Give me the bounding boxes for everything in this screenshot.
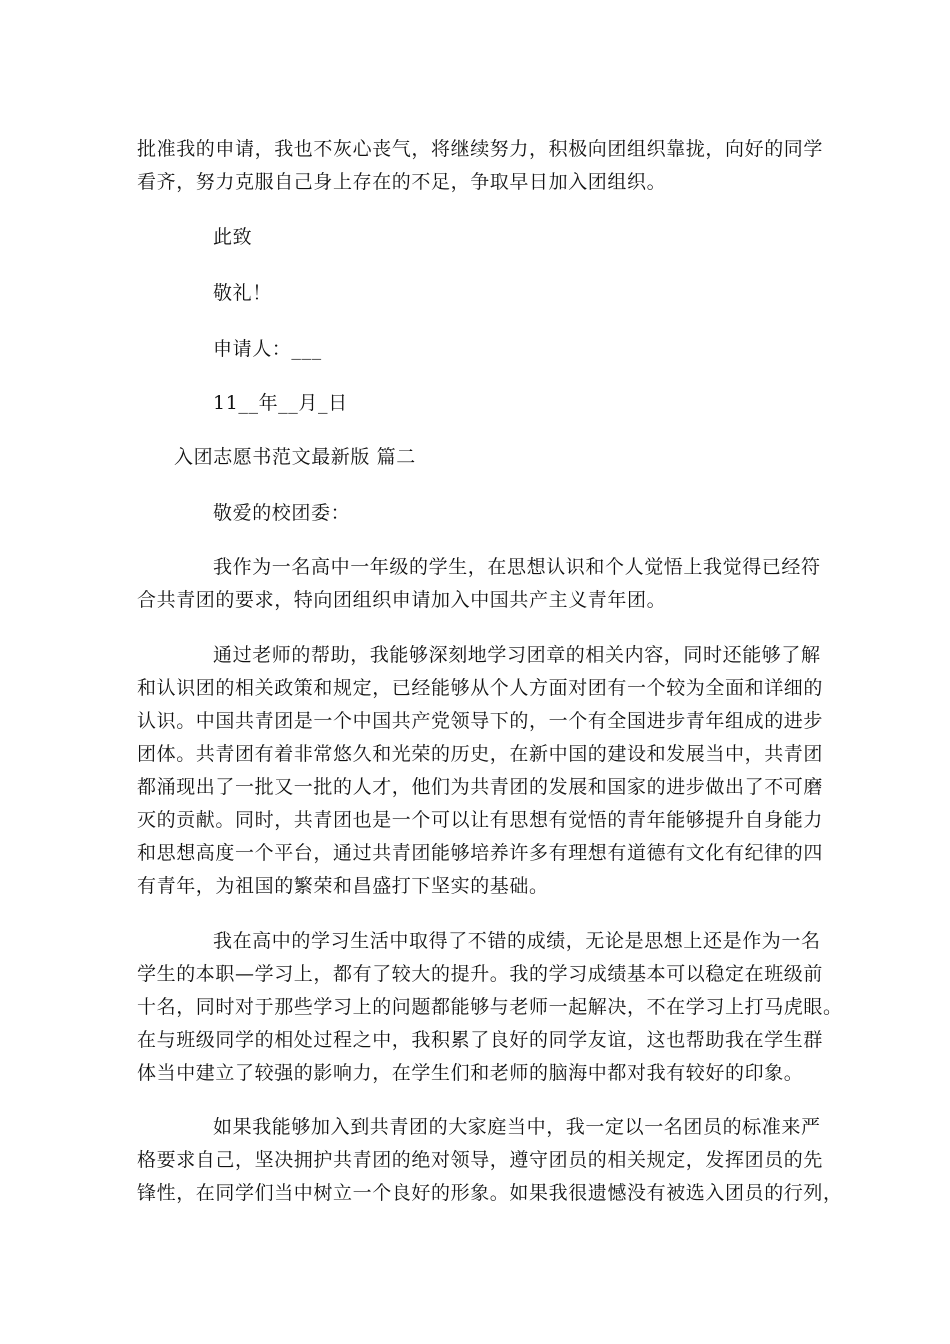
paragraph-line: 体当中建立了较强的影响力，在学生们和老师的脑海中都对我有较好的印象。 [137, 1062, 804, 1084]
paragraph-line: 合共青团的要求，特向团组织申请加入中国共产主义青年团。 [137, 589, 667, 611]
paragraph-line: 我在高中的学习生活中取得了不错的成绩，无论是思想上还是作为一名 [213, 930, 821, 952]
date-line: 11__年__月_日 [213, 392, 348, 414]
closing-line: 敬礼！ [213, 282, 272, 304]
paragraph-line: 通过老师的帮助，我能够深刻地学习团章的相关内容，同时还能够了解 [213, 644, 821, 666]
closing-line: 此致 [213, 226, 253, 248]
paragraph-line: 看齐，努力克服自己身上存在的不足，争取早日加入团组织。 [137, 171, 667, 193]
paragraph-line: 批准我的申请，我也不灰心丧气，将继续努力，积极向团组织靠拢，向好的同学 [137, 138, 824, 160]
paragraph-line: 格要求自己，坚决拥护共青团的绝对领导，遵守团员的相关规定，发挥团员的先 [137, 1149, 824, 1171]
paragraph-line: 灭的贡献。同时，共青团也是一个可以让有思想有觉悟的青年能够提升自身能力 [137, 809, 824, 831]
paragraph-line: 我作为一名高中一年级的学生，在思想认识和个人觉悟上我觉得已经符 [213, 556, 821, 578]
paragraph-line: 团体。共青团有着非常悠久和光荣的历史，在新中国的建设和发展当中，共青团 [137, 743, 824, 765]
paragraph-line: 和认识团的相关政策和规定，已经能够从个人方面对团有一个较为全面和详细的 [137, 677, 824, 699]
paragraph-line: 和思想高度一个平台，通过共青团能够培养许多有理想有道德有文化有纪律的四 [137, 842, 824, 864]
paragraph-line: 锋性，在同学们当中树立一个良好的形象。如果我很遗憾没有被选入团员的行列， [137, 1182, 843, 1204]
paragraph-line: 有青年，为祖国的繁荣和昌盛打下坚实的基础。 [137, 875, 549, 897]
paragraph-line: 认识。中国共青团是一个中国共产党领导下的，一个有全国进步青年组成的进步 [137, 710, 824, 732]
salutation: 敬爱的校团委： [213, 502, 351, 524]
section-title: 入团志愿书范文最新版 篇二 [174, 446, 416, 468]
paragraph-line: 十名，同时对于那些学习上的问题都能够与老师一起解决，不在学习上打马虎眼。 [137, 996, 843, 1018]
applicant-line: 申请人：___ [213, 338, 322, 360]
paragraph-line: 如果我能够加入到共青团的大家庭当中，我一定以一名团员的标准来严 [213, 1116, 821, 1138]
paragraph-line: 都涌现出了一批又一批的人才，他们为共青团的发展和国家的进步做出了不可磨 [137, 776, 824, 798]
paragraph-line: 在与班级同学的相处过程之中，我积累了良好的同学友谊，这也帮助我在学生群 [137, 1029, 824, 1051]
paragraph-line: 学生的本职—学习上，都有了较大的提升。我的学习成绩基本可以稳定在班级前 [137, 963, 824, 985]
